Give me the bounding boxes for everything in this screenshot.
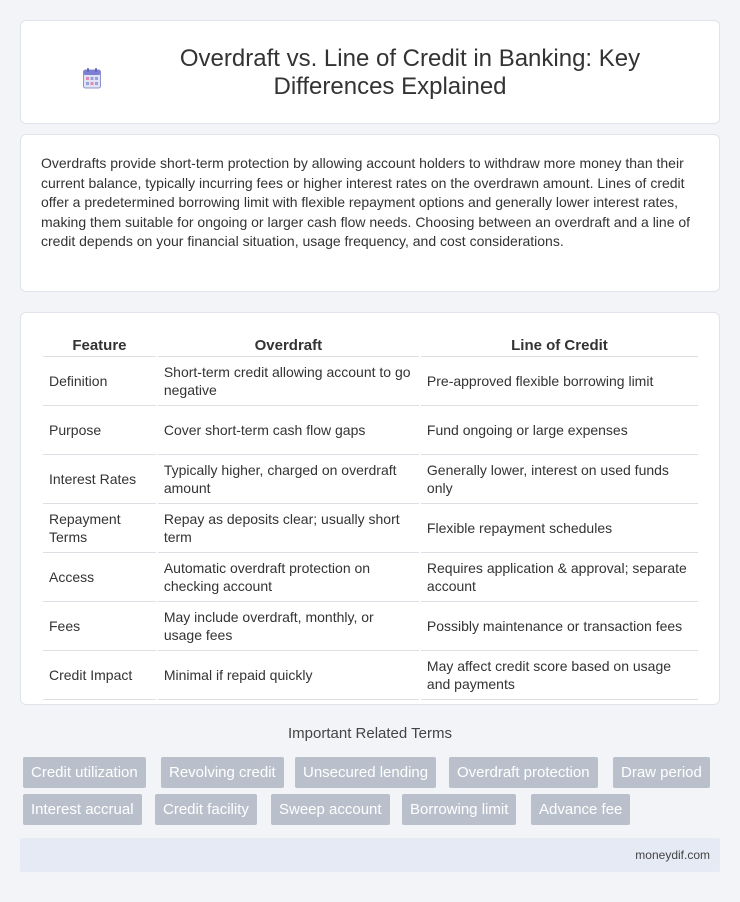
- page-title: Overdraft vs. Line of Credit in Banking: Key Differences Explained: [179, 45, 641, 100]
- overdraft-cell: Automatic overdraft protection on checking account: [158, 553, 419, 602]
- overdraft-cell: Repay as deposits clear; usually short term: [158, 504, 419, 553]
- table-row: [43, 651, 698, 700]
- table-header-row: [43, 333, 698, 357]
- line-of-credit-cell: Generally lower, interest on used funds only: [421, 455, 698, 504]
- line-of-credit-cell: Pre-approved flexible borrowing limit: [421, 357, 698, 406]
- table-row: [43, 602, 698, 651]
- feature-cell: Definition: [43, 357, 156, 406]
- feature-cell: Purpose: [43, 406, 156, 455]
- footer-bar: [20, 838, 720, 872]
- intro-card: [20, 134, 720, 292]
- tag-unsecured-lending[interactable]: Unsecured lending: [295, 757, 436, 788]
- tag-advance-fee[interactable]: Advance fee: [531, 794, 630, 825]
- tag-borrowing-limit[interactable]: Borrowing limit: [402, 794, 516, 825]
- tag-credit-utilization[interactable]: Credit utilization: [23, 757, 146, 788]
- header-overdraft: Overdraft: [158, 333, 419, 357]
- overdraft-cell: Minimal if repaid quickly: [158, 651, 419, 700]
- tag-interest-accrual[interactable]: Interest accrual: [23, 794, 142, 825]
- header-line-of-credit: Line of Credit: [421, 333, 698, 357]
- feature-cell: Credit Impact: [43, 651, 156, 700]
- table-row: [43, 455, 698, 504]
- header-feature: Feature: [43, 333, 156, 357]
- table-row: [43, 553, 698, 602]
- line-of-credit-cell: May affect credit score based on usage and payments: [421, 651, 698, 700]
- feature-cell: Access: [43, 553, 156, 602]
- overdraft-cell: Cover short-term cash flow gaps: [158, 406, 419, 455]
- related-terms-heading: Important Related Terms: [288, 725, 452, 742]
- table-row: [43, 357, 698, 406]
- line-of-credit-cell: Possibly maintenance or transaction fees: [421, 602, 698, 651]
- site-name[interactable]: moneydif.com: [635, 848, 710, 862]
- table-row: [43, 406, 698, 455]
- line-of-credit-cell: Flexible repayment schedules: [421, 504, 698, 553]
- title-card: [20, 20, 720, 124]
- table-row: [43, 504, 698, 553]
- tag-overdraft-protection[interactable]: Overdraft protection: [449, 757, 598, 788]
- line-of-credit-cell: Requires application & approval; separate account: [421, 553, 698, 602]
- line-of-credit-cell: Fund ongoing or large expenses: [421, 406, 698, 455]
- tag-sweep-account[interactable]: Sweep account: [271, 794, 390, 825]
- feature-cell: Repayment Terms: [43, 504, 156, 553]
- overdraft-cell: Typically higher, charged on overdraft amount: [158, 455, 419, 504]
- feature-cell: Interest Rates: [43, 455, 156, 504]
- tag-revolving-credit[interactable]: Revolving credit: [161, 757, 284, 788]
- comparison-card: [20, 312, 720, 705]
- overdraft-cell: May include overdraft, monthly, or usage fees: [158, 602, 419, 651]
- overdraft-cell: Short-term credit allowing account to go negative: [158, 357, 419, 406]
- feature-cell: Fees: [43, 602, 156, 651]
- intro-paragraph: Overdrafts provide short-term protection by allowing account holders to withdraw more money than their current balance, typically incurring fees or higher interest rates on the overdrawn amount. Lines of credit offer a predetermined borrowing limit with flexible repayment options and generally lower interest rates, making them suitable for ongoing or larger cash flow needs. Choosing between an overdraft and a line of credit depends on your financial situation, usage frequency, and cost considerations.: [41, 155, 691, 249]
- tag-draw-period[interactable]: Draw period: [613, 757, 710, 788]
- comparison-table: [41, 333, 700, 700]
- tag-credit-facility[interactable]: Credit facility: [155, 794, 257, 825]
